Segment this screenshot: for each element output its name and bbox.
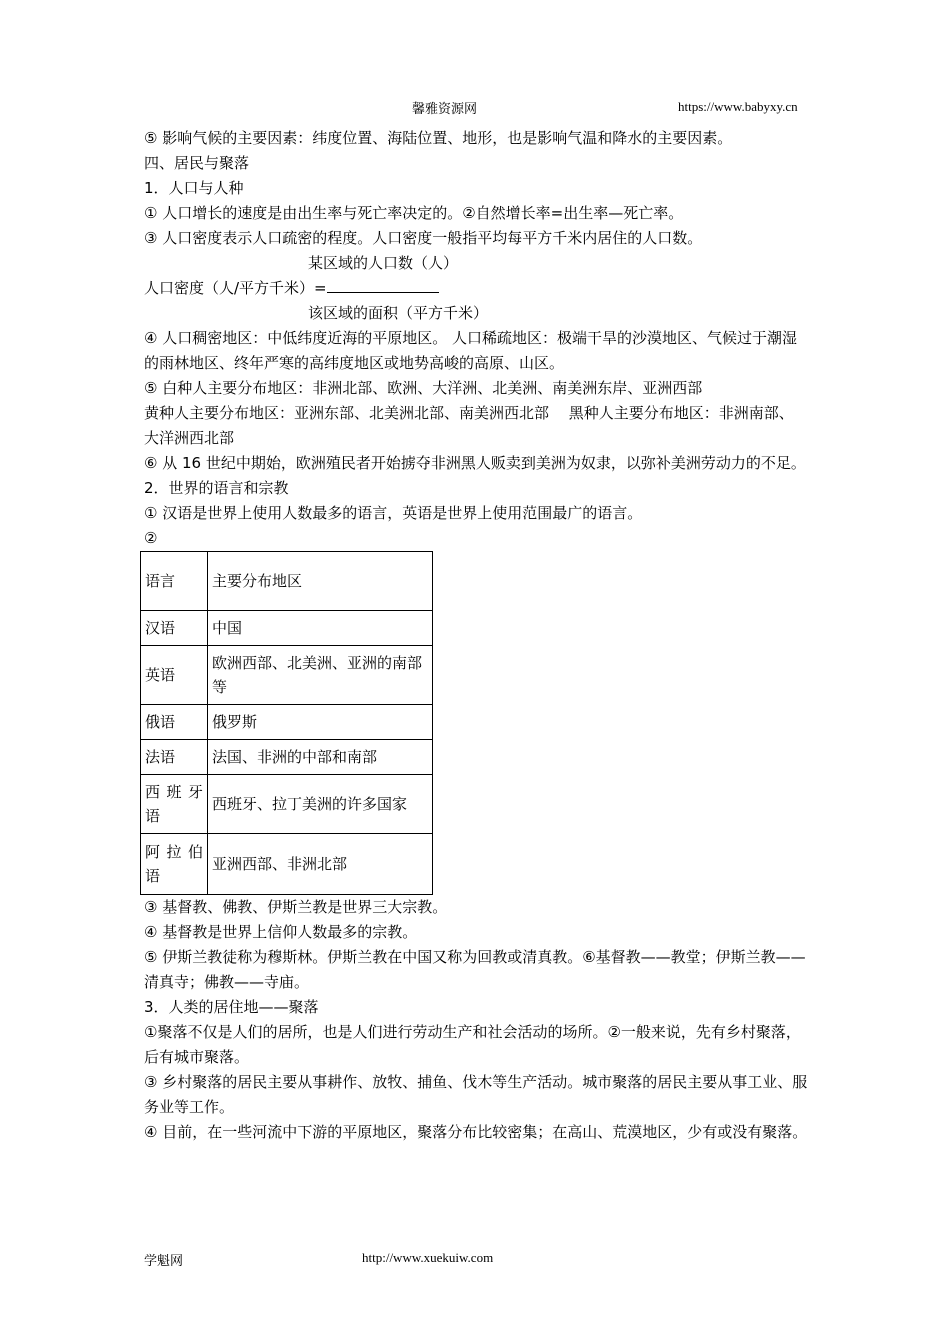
formula-denominator: 该区域的面积（平方千米）: [308, 304, 489, 322]
text-line: ③ 人口密度表示人口疏密的程度。人口密度一般指平均每平方千米内居住的人口数。: [144, 229, 703, 247]
language-cell: 西班牙语: [141, 775, 208, 834]
subsection-heading: 2．世界的语言和宗教: [144, 479, 289, 497]
text-line: ③ 基督教、佛教、伊斯兰教是世界三大宗教。: [144, 898, 448, 916]
region-cell: 中国: [208, 611, 433, 646]
footer-site-name: 学魁网: [144, 1254, 184, 1269]
text-line: ②: [144, 529, 158, 547]
table-row: [141, 611, 433, 646]
table-row: [141, 740, 433, 775]
text-line: ① 汉语是世界上使用人数最多的语言，英语是世界上使用范围最广的语言。: [144, 504, 643, 522]
text-paragraph: ⑤ 伊斯兰教徒称为穆斯林。伊斯兰教在中国又称为回教或清真教。⑥基督教——教堂；伊斯兰教——清真寺；佛教——寺庙。: [144, 948, 806, 991]
region-cell: 西班牙、拉丁美洲的许多国家: [208, 775, 433, 834]
text-paragraph: ④ 人口稠密地区：中低纬度近海的平原地区。 人口稀疏地区：极端干旱的沙漠地区、气候过于潮湿的雨林地区、终年严寒的高纬度地区或地势高峻的高原、山区。: [144, 329, 797, 372]
text-paragraph: ③ 乡村聚落的居民主要从事耕作、放牧、捕鱼、伐木等生产活动。城市聚落的居民主要从事工业、服务业等工作。: [144, 1073, 808, 1116]
text-line: ① 人口增长的速度是由出生率与死亡率决定的。②自然增长率=出生率—死亡率。: [144, 204, 684, 222]
header-url[interactable]: https://www.babyxy.cn: [678, 99, 798, 114]
document-body: [144, 126, 808, 1145]
language-cell: 法语: [141, 740, 208, 775]
header-site-name: 馨雅资源网: [412, 102, 478, 117]
subsection-heading: 1．人口与人种: [144, 179, 244, 197]
table-header-cell: 语言: [141, 552, 208, 611]
table-row: [141, 834, 433, 895]
region-cell: 亚洲西部、非洲北部: [208, 834, 433, 895]
fraction-bar: [327, 276, 439, 293]
table-row: [141, 705, 433, 740]
footer-url[interactable]: http://www.xuekuiw.com: [362, 1250, 494, 1265]
region-cell: 欧洲西部、北美洲、亚洲的南部等: [208, 646, 433, 705]
formula-label: 人口密度（人/平方千米）=: [144, 279, 327, 297]
table-header-cell: 主要分布地区: [208, 552, 433, 611]
section-heading: 四、居民与聚落: [144, 154, 250, 172]
text-paragraph: ④ 目前，在一些河流中下游的平原地区，聚落分布比较密集；在高山、荒漠地区，少有或没有聚落。: [144, 1123, 808, 1141]
table-row: [141, 646, 433, 705]
language-table: [140, 551, 433, 895]
region-cell: 俄罗斯: [208, 705, 433, 740]
language-cell: 阿拉伯语: [141, 834, 208, 895]
text-paragraph: ①聚落不仅是人们的居所，也是人们进行劳动生产和社会活动的场所。②一般来说，先有乡村聚落，后有城市聚落。: [144, 1023, 801, 1066]
table-header-row: [141, 552, 433, 611]
language-cell: 英语: [141, 646, 208, 705]
text-line: ⑤ 影响气候的主要因素：纬度位置、海陆位置、地形，也是影响气温和降水的主要因素。: [144, 129, 733, 147]
text-paragraph: 黄种人主要分布地区：亚洲东部、北美洲北部、南美洲西北部 黑种人主要分布地区：非洲南部、大洋洲西北部: [144, 404, 794, 447]
text-line: ④ 基督教是世界上信仰人数最多的宗教。: [144, 923, 418, 941]
language-cell: 俄语: [141, 705, 208, 740]
subsection-heading: 3．人类的居住地——聚落: [144, 998, 319, 1016]
region-cell: 法国、非洲的中部和南部: [208, 740, 433, 775]
text-paragraph: ⑥ 从 16 世纪中期始，欧洲殖民者开始掳夺非洲黑人贩卖到美洲为奴隶，以弥补美洲劳动力的不足。: [144, 454, 806, 472]
formula-numerator: 某区域的人口数（人）: [308, 254, 459, 272]
text-line: ⑤ 白种人主要分布地区：非洲北部、欧洲、大洋洲、北美洲、南美洲东岸、亚洲西部: [144, 379, 703, 397]
table-row: [141, 775, 433, 834]
language-cell: 汉语: [141, 611, 208, 646]
formula-line: [144, 276, 808, 301]
